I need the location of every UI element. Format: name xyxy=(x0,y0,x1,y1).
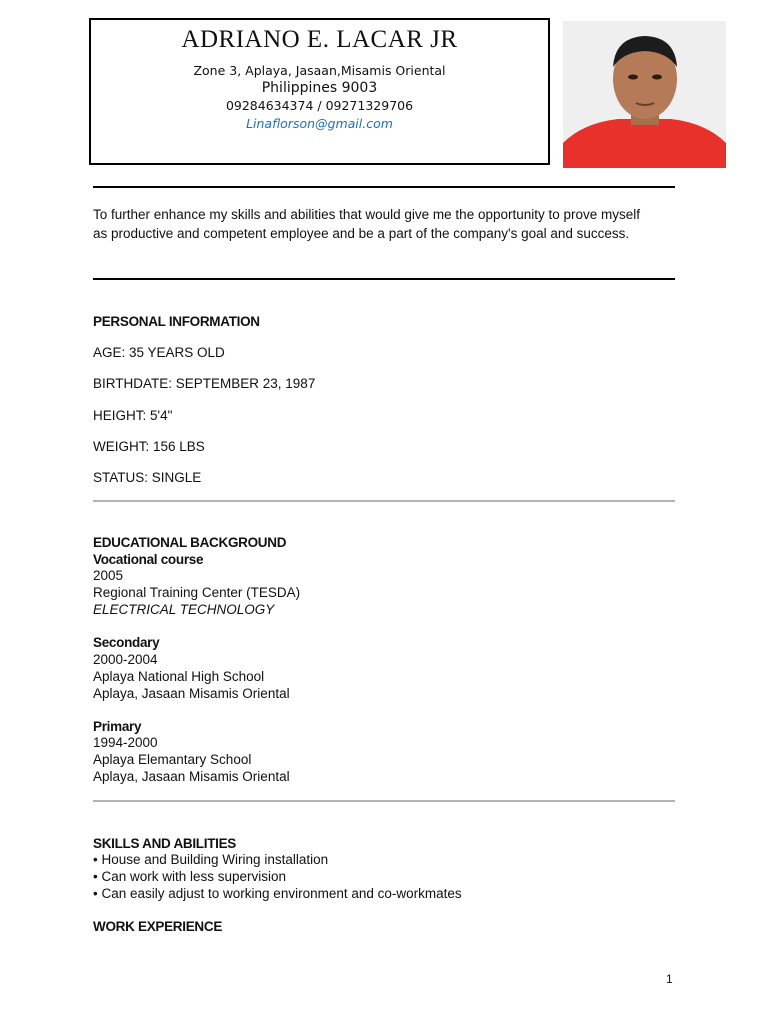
profile-photo xyxy=(563,21,726,168)
divider xyxy=(93,278,675,280)
primary-location: Aplaya, Jasaan Misamis Oriental xyxy=(93,769,290,784)
secondary-location: Aplaya, Jasaan Misamis Oriental xyxy=(93,686,290,701)
secondary-title: Secondary xyxy=(93,635,160,650)
address-line-1: Zone 3, Aplaya, Jasaan,Misamis Oriental xyxy=(193,63,446,78)
header-box xyxy=(89,18,550,165)
primary-years: 1994-2000 xyxy=(93,735,158,750)
applicant-name: ADRIANO E. LACAR JR xyxy=(181,26,458,53)
vocational-year: 2005 xyxy=(93,568,124,583)
skills-heading: SKILLS AND ABILITIES xyxy=(93,836,237,851)
phone-numbers: 09284634374 / 09271329706 xyxy=(225,98,414,113)
skill-item: • House and Building Wiring installation xyxy=(93,852,329,867)
age-field: AGE: 35 YEARS OLD xyxy=(93,345,225,360)
page-number: 1 xyxy=(666,972,673,986)
divider xyxy=(93,500,675,502)
birthdate-field: BIRTHDATE: SEPTEMBER 23, 1987 xyxy=(93,376,316,391)
career-objective: To further enhance my skills and abilities that would give me the opportunity to prove myself as productive and competent employee and be a part of the company's goal and success. xyxy=(93,207,641,241)
personal-info-heading: PERSONAL INFORMATION xyxy=(93,314,260,329)
profile-photo-image xyxy=(563,21,726,168)
status-field: STATUS: SINGLE xyxy=(93,470,202,485)
address-line-2: Philippines 9003 xyxy=(261,80,378,96)
skill-item: • Can easily adjust to working environment and co-workmates xyxy=(93,886,462,901)
height-field: HEIGHT: 5'4" xyxy=(93,408,173,423)
divider xyxy=(93,186,675,188)
education-heading: EDUCATIONAL BACKGROUND xyxy=(93,535,287,550)
vocational-school: Regional Training Center (TESDA) xyxy=(93,585,301,600)
primary-title: Primary xyxy=(93,719,142,734)
divider xyxy=(93,800,675,802)
weight-field: WEIGHT: 156 LBS xyxy=(93,439,205,454)
work-experience-heading: WORK EXPERIENCE xyxy=(93,919,223,934)
secondary-school: Aplaya National High School xyxy=(93,669,265,684)
primary-school: Aplaya Elemantary School xyxy=(93,752,252,767)
vocational-course: ELECTRICAL TECHNOLOGY xyxy=(93,602,275,617)
skill-item: • Can work with less supervision xyxy=(93,869,287,884)
email-link[interactable]: Linaflorson@gmail.com xyxy=(246,116,393,131)
secondary-years: 2000-2004 xyxy=(93,652,158,667)
vocational-title: Vocational course xyxy=(93,552,204,567)
